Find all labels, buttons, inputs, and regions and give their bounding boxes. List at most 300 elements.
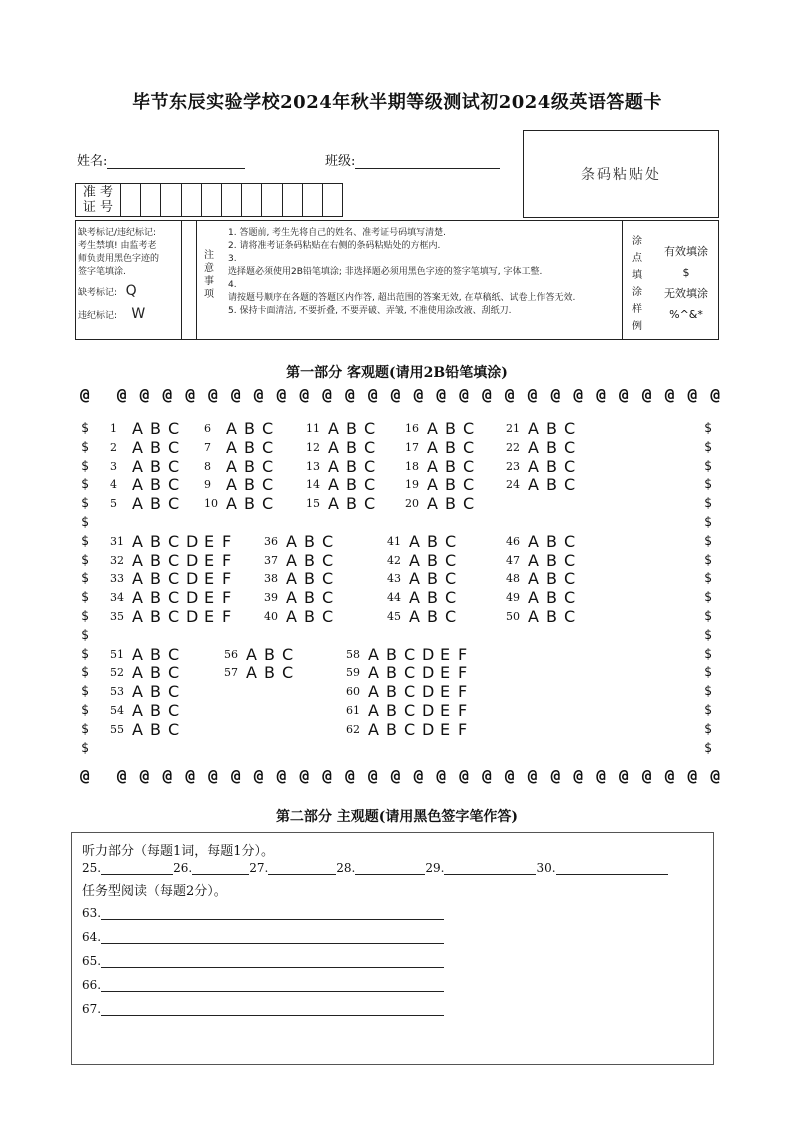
option-bubble[interactable]: A xyxy=(427,475,438,495)
option-bubble[interactable]: B xyxy=(304,531,315,551)
option-bubble[interactable]: C xyxy=(168,437,180,457)
option-bubble[interactable]: C xyxy=(404,682,416,702)
question-15[interactable] xyxy=(306,494,382,513)
option-bubble[interactable]: A xyxy=(132,682,143,702)
option-bubble[interactable]: C xyxy=(168,475,180,495)
option-bubble[interactable]: B xyxy=(150,494,161,514)
option-bubble[interactable]: B xyxy=(304,607,315,626)
question-57[interactable] xyxy=(224,663,300,682)
option-bubble[interactable]: A xyxy=(409,569,420,589)
option-bubble[interactable]: A xyxy=(427,456,438,476)
timing-mark: $ xyxy=(704,590,712,606)
option-bubble[interactable]: A xyxy=(132,419,143,438)
violation-mark[interactable]: W xyxy=(131,306,146,322)
question-52[interactable] xyxy=(110,663,186,682)
reading-answer-63[interactable]: 63. xyxy=(82,906,444,920)
option-bubble[interactable]: B xyxy=(150,437,161,457)
option-bubble[interactable]: A xyxy=(328,419,339,438)
option-bubble[interactable]: D xyxy=(422,644,435,664)
option-bubble[interactable]: A xyxy=(528,437,539,457)
option-bubble[interactable]: C xyxy=(445,531,457,551)
option-bubble[interactable]: B xyxy=(244,419,255,438)
question-16[interactable] xyxy=(405,419,481,438)
timing-mark: @ xyxy=(664,385,675,404)
option-bubble[interactable]: B xyxy=(427,569,438,589)
option-bubble[interactable]: F xyxy=(458,701,468,720)
option-bubble[interactable]: B xyxy=(244,475,255,495)
option-bubble[interactable]: C xyxy=(262,419,274,438)
listening-answers[interactable]: 25. 26. 27. 28. 29. 30. xyxy=(82,861,668,875)
question-22[interactable] xyxy=(506,438,582,457)
option-bubble[interactable]: F xyxy=(458,719,468,739)
question-2[interactable] xyxy=(110,438,186,457)
option-bubble[interactable]: E xyxy=(204,531,215,551)
option-bubble[interactable]: D xyxy=(186,569,199,589)
question-33[interactable] xyxy=(110,569,240,588)
option-bubble[interactable]: C xyxy=(364,437,376,457)
timing-mark: @ xyxy=(527,385,538,404)
question-number: 17 xyxy=(405,440,419,454)
option-bubble[interactable]: C xyxy=(463,456,475,476)
option-bubble[interactable]: B xyxy=(546,607,557,626)
question-20[interactable] xyxy=(405,494,481,513)
question-34[interactable] xyxy=(110,588,240,607)
option-bubble[interactable]: B xyxy=(304,550,315,570)
question-23[interactable] xyxy=(506,457,582,476)
option-bubble[interactable]: B xyxy=(546,456,557,476)
reading-answer-64[interactable]: 64. xyxy=(82,930,444,944)
option-bubble[interactable]: C xyxy=(262,475,274,495)
question-49[interactable] xyxy=(506,588,582,607)
option-bubble[interactable]: C xyxy=(404,663,416,683)
option-bubble[interactable]: F xyxy=(222,588,232,608)
timing-mark: @ xyxy=(230,766,241,785)
option-bubble[interactable]: C xyxy=(168,644,180,664)
question-6[interactable] xyxy=(204,419,280,438)
option-bubble[interactable]: C xyxy=(168,531,180,551)
option-bubble[interactable]: A xyxy=(226,475,237,495)
timing-mark: @ xyxy=(276,385,287,404)
option-bubble[interactable]: A xyxy=(368,644,379,664)
option-bubble[interactable]: A xyxy=(368,682,379,702)
option-bubble[interactable]: B xyxy=(150,588,161,608)
option-bubble[interactable]: E xyxy=(204,569,215,589)
option-bubble[interactable]: A xyxy=(132,494,143,514)
option-bubble[interactable]: C xyxy=(564,607,576,626)
timing-mark: $ xyxy=(704,684,712,700)
option-bubble[interactable]: A xyxy=(132,719,143,739)
option-bubble[interactable]: A xyxy=(132,475,143,495)
option-bubble[interactable]: B xyxy=(150,701,161,720)
option-bubble[interactable]: B xyxy=(150,719,161,739)
option-bubble[interactable]: A xyxy=(409,588,420,608)
option-bubble[interactable]: C xyxy=(564,550,576,570)
question-number: 40 xyxy=(264,610,278,623)
option-bubble[interactable]: C xyxy=(564,569,576,589)
option-bubble[interactable]: F xyxy=(458,644,468,664)
option-bubble[interactable]: A xyxy=(132,550,143,570)
option-bubble[interactable]: A xyxy=(132,437,143,457)
option-bubble[interactable]: B xyxy=(150,644,161,664)
option-bubble[interactable]: D xyxy=(422,719,435,739)
exam-id-cell[interactable] xyxy=(303,184,323,216)
option-bubble[interactable]: B xyxy=(445,456,456,476)
option-bubble[interactable]: F xyxy=(222,531,232,551)
option-bubble[interactable]: B xyxy=(386,682,397,702)
option-bubble[interactable]: A xyxy=(528,588,539,608)
option-bubble[interactable]: B xyxy=(386,701,397,720)
option-bubble[interactable]: A xyxy=(132,456,143,476)
option-bubble[interactable]: B xyxy=(427,607,438,626)
option-bubble[interactable]: A xyxy=(328,456,339,476)
option-bubble[interactable]: C xyxy=(168,663,180,683)
exam-id-cell[interactable] xyxy=(323,184,342,216)
exam-id-cell[interactable] xyxy=(222,184,242,216)
option-bubble[interactable]: B xyxy=(244,456,255,476)
option-bubble[interactable]: B xyxy=(264,644,275,664)
question-39[interactable] xyxy=(264,588,340,607)
option-bubble[interactable]: B xyxy=(445,437,456,457)
option-bubble[interactable]: C xyxy=(564,419,576,438)
option-bubble[interactable]: B xyxy=(346,475,357,495)
option-bubble[interactable]: A xyxy=(132,644,143,664)
option-bubble[interactable]: A xyxy=(368,663,379,683)
question-10[interactable] xyxy=(204,494,280,513)
option-bubble[interactable]: A xyxy=(286,531,297,551)
option-bubble[interactable]: B xyxy=(244,437,255,457)
option-bubble[interactable]: A xyxy=(226,419,237,438)
subjective-answer-area[interactable] xyxy=(71,832,714,1065)
exam-id-cell[interactable] xyxy=(262,184,282,216)
option-bubble[interactable]: D xyxy=(422,682,435,702)
timing-mark: @ xyxy=(619,385,629,404)
question-55[interactable] xyxy=(110,720,186,739)
option-bubble[interactable]: B xyxy=(346,456,357,476)
option-bubble[interactable]: A xyxy=(226,494,237,514)
option-bubble[interactable]: A xyxy=(132,531,143,551)
option-bubble[interactable]: B xyxy=(546,531,557,551)
option-bubble[interactable]: C xyxy=(262,494,274,514)
option-bubble[interactable]: B xyxy=(445,419,456,438)
option-bubble[interactable]: C xyxy=(168,701,180,720)
option-bubble[interactable]: C xyxy=(564,437,576,457)
option-bubble[interactable]: A xyxy=(226,437,237,457)
option-bubble[interactable]: A xyxy=(528,569,539,589)
option-bubble[interactable]: B xyxy=(150,531,161,551)
question-number: 12 xyxy=(306,440,320,454)
question-8[interactable] xyxy=(204,457,280,476)
option-bubble[interactable]: B xyxy=(386,644,397,664)
option-bubble[interactable]: B xyxy=(150,682,161,702)
question-58[interactable] xyxy=(346,645,476,664)
name-field[interactable] xyxy=(77,150,245,169)
question-35[interactable] xyxy=(110,607,240,626)
question-number: 44 xyxy=(387,591,401,605)
option-bubble[interactable]: C xyxy=(463,494,475,514)
option-bubble[interactable]: B xyxy=(346,437,357,457)
option-bubble[interactable]: C xyxy=(168,569,180,589)
exam-id-cell[interactable] xyxy=(141,184,161,216)
option-bubble[interactable]: B xyxy=(546,419,557,438)
option-bubble[interactable]: F xyxy=(458,682,468,702)
option-bubble[interactable]: A xyxy=(427,494,438,514)
option-bubble[interactable]: B xyxy=(386,719,397,739)
question-number: 16 xyxy=(405,422,419,435)
question-53[interactable] xyxy=(110,682,186,701)
question-24[interactable] xyxy=(506,475,582,494)
option-bubble[interactable]: A xyxy=(528,456,539,476)
option-bubble[interactable]: A xyxy=(328,437,339,457)
question-21[interactable] xyxy=(506,419,582,438)
option-bubble[interactable]: C xyxy=(168,494,180,514)
option-bubble[interactable]: A xyxy=(246,644,257,664)
option-bubble[interactable]: B xyxy=(304,588,315,608)
option-bubble[interactable]: C xyxy=(445,550,457,570)
option-bubble[interactable]: C xyxy=(364,419,376,438)
question-36[interactable] xyxy=(264,532,340,551)
question-41[interactable] xyxy=(387,532,463,551)
option-bubble[interactable]: D xyxy=(186,550,199,570)
timing-mark: $ xyxy=(704,533,712,549)
reading-answer-65[interactable]: 65. xyxy=(82,954,444,968)
option-bubble[interactable]: B xyxy=(150,419,161,438)
question-18[interactable] xyxy=(405,457,481,476)
option-bubble[interactable]: B xyxy=(546,550,557,570)
option-bubble[interactable]: C xyxy=(445,607,457,626)
option-bubble[interactable]: F xyxy=(222,569,232,589)
option-bubble[interactable]: A xyxy=(528,475,539,495)
option-bubble[interactable]: A xyxy=(368,719,379,739)
option-bubble[interactable]: B xyxy=(346,494,357,514)
option-bubble[interactable]: C xyxy=(282,663,294,683)
option-bubble[interactable]: B xyxy=(150,475,161,495)
option-bubble[interactable]: C xyxy=(445,588,457,608)
option-bubble[interactable]: C xyxy=(168,588,180,608)
question-40[interactable] xyxy=(264,607,340,626)
option-bubble[interactable]: C xyxy=(168,607,180,626)
option-bubble[interactable]: A xyxy=(132,701,143,720)
question-4[interactable] xyxy=(110,475,186,494)
question-46[interactable] xyxy=(506,532,582,551)
option-bubble[interactable]: A xyxy=(528,419,539,438)
option-bubble[interactable]: B xyxy=(546,588,557,608)
question-9[interactable] xyxy=(204,475,280,494)
option-bubble[interactable]: C xyxy=(168,550,180,570)
question-17[interactable] xyxy=(405,438,481,457)
option-bubble[interactable]: B xyxy=(427,531,438,551)
option-bubble[interactable]: D xyxy=(422,701,435,720)
option-bubble[interactable]: B xyxy=(264,663,275,683)
option-bubble[interactable]: B xyxy=(546,569,557,589)
option-bubble[interactable]: B xyxy=(346,419,357,438)
option-bubble[interactable]: C xyxy=(404,719,416,739)
option-bubble[interactable]: B xyxy=(445,494,456,514)
option-bubble[interactable]: C xyxy=(463,437,475,457)
option-bubble[interactable]: B xyxy=(427,550,438,570)
option-bubble[interactable]: B xyxy=(150,569,161,589)
option-bubble[interactable]: C xyxy=(463,475,475,495)
option-bubble[interactable]: C xyxy=(322,550,334,570)
option-bubble[interactable]: B xyxy=(427,588,438,608)
option-bubble[interactable]: C xyxy=(322,531,334,551)
option-bubble[interactable]: A xyxy=(427,419,438,438)
page-title: 毕节东辰实验学校2024年秋半期等级测试初2024级英语答题卡 xyxy=(132,92,662,113)
option-bubble[interactable]: A xyxy=(286,588,297,608)
option-bubble[interactable]: E xyxy=(440,682,451,702)
option-bubble[interactable]: B xyxy=(546,437,557,457)
question-47[interactable] xyxy=(506,551,582,570)
timing-mark: $ xyxy=(81,684,89,700)
option-bubble[interactable]: C xyxy=(322,607,334,626)
option-bubble[interactable]: C xyxy=(564,456,576,476)
question-61[interactable] xyxy=(346,701,476,720)
option-bubble[interactable]: B xyxy=(150,663,161,683)
question-42[interactable] xyxy=(387,551,463,570)
question-59[interactable] xyxy=(346,663,476,682)
option-bubble[interactable]: E xyxy=(440,719,451,739)
option-bubble[interactable]: C xyxy=(564,588,576,608)
exam-id-cell[interactable] xyxy=(283,184,303,216)
option-bubble[interactable]: A xyxy=(226,456,237,476)
option-bubble[interactable]: C xyxy=(463,419,475,438)
exam-id-cell[interactable] xyxy=(242,184,262,216)
option-bubble[interactable]: C xyxy=(262,456,274,476)
option-bubble[interactable]: C xyxy=(322,588,334,608)
question-12[interactable] xyxy=(306,438,382,457)
exam-id-cell[interactable] xyxy=(202,184,222,216)
option-bubble[interactable]: C xyxy=(404,701,416,720)
question-44[interactable] xyxy=(387,588,463,607)
listening-label: 听力部分（每题1词，每题1分）。 xyxy=(82,844,275,859)
option-bubble[interactable]: C xyxy=(168,419,180,438)
option-bubble[interactable]: B xyxy=(150,456,161,476)
exam-id-grid[interactable] xyxy=(75,183,343,217)
question-1[interactable] xyxy=(110,419,186,438)
option-bubble[interactable]: A xyxy=(328,494,339,514)
question-38[interactable] xyxy=(264,569,340,588)
option-bubble[interactable]: A xyxy=(286,569,297,589)
question-19[interactable] xyxy=(405,475,481,494)
option-bubble[interactable]: C xyxy=(168,719,180,739)
option-bubble[interactable]: B xyxy=(244,494,255,514)
option-bubble[interactable]: E xyxy=(440,644,451,664)
exam-id-cell[interactable] xyxy=(161,184,181,216)
option-bubble[interactable]: E xyxy=(204,550,215,570)
option-bubble[interactable]: A xyxy=(286,550,297,570)
question-37[interactable] xyxy=(264,551,340,570)
timing-mark: @ xyxy=(687,766,698,785)
option-bubble[interactable]: A xyxy=(246,663,257,683)
question-32[interactable] xyxy=(110,551,240,570)
option-bubble[interactable]: A xyxy=(132,569,143,589)
question-11[interactable] xyxy=(306,419,382,438)
option-bubble[interactable]: E xyxy=(440,701,451,720)
option-bubble[interactable]: A xyxy=(132,663,143,683)
option-bubble[interactable]: C xyxy=(364,475,376,495)
option-bubble[interactable]: A xyxy=(132,607,143,626)
option-bubble[interactable]: B xyxy=(546,475,557,495)
option-bubble[interactable]: B xyxy=(150,550,161,570)
question-7[interactable] xyxy=(204,438,280,457)
option-bubble[interactable]: C xyxy=(168,682,180,702)
sample-label: 涂点填涂样例 xyxy=(632,236,642,332)
question-50[interactable] xyxy=(506,607,582,626)
question-number: 49 xyxy=(506,591,520,605)
question-number: 41 xyxy=(387,534,401,548)
option-bubble[interactable]: A xyxy=(528,531,539,551)
question-54[interactable] xyxy=(110,701,186,720)
option-bubble[interactable]: D xyxy=(186,607,199,626)
question-51[interactable] xyxy=(110,645,186,664)
option-bubble[interactable]: A xyxy=(528,607,539,626)
exam-id-cell[interactable] xyxy=(182,184,202,216)
option-bubble[interactable]: A xyxy=(132,588,143,608)
reading-answer-67[interactable]: 67. xyxy=(82,1002,444,1016)
exam-id-cell[interactable] xyxy=(121,184,141,216)
option-bubble[interactable]: F xyxy=(222,607,232,626)
option-bubble[interactable]: A xyxy=(368,701,379,720)
question-43[interactable] xyxy=(387,569,463,588)
class-field[interactable] xyxy=(325,150,500,169)
option-bubble[interactable]: D xyxy=(186,531,199,551)
option-bubble[interactable]: C xyxy=(404,644,416,664)
option-bubble[interactable]: C xyxy=(262,437,274,457)
question-45[interactable] xyxy=(387,607,463,626)
option-bubble[interactable]: D xyxy=(186,588,199,608)
option-bubble[interactable]: A xyxy=(427,437,438,457)
question-31[interactable] xyxy=(110,532,240,551)
option-bubble[interactable]: B xyxy=(445,475,456,495)
reading-answer-66[interactable]: 66. xyxy=(82,978,444,992)
absent-mark[interactable]: Q xyxy=(125,283,137,299)
option-bubble[interactable]: F xyxy=(222,550,232,570)
question-13[interactable] xyxy=(306,457,382,476)
question-62[interactable] xyxy=(346,720,476,739)
question-5[interactable] xyxy=(110,494,186,513)
option-bubble[interactable]: A xyxy=(528,550,539,570)
option-bubble[interactable]: A xyxy=(409,531,420,551)
question-60[interactable] xyxy=(346,682,476,701)
question-48[interactable] xyxy=(506,569,582,588)
option-bubble[interactable]: C xyxy=(364,494,376,514)
option-bubble[interactable]: A xyxy=(286,607,297,626)
question-number: 13 xyxy=(306,459,320,473)
question-56[interactable] xyxy=(224,645,300,664)
question-3[interactable] xyxy=(110,457,186,476)
option-bubble[interactable]: C xyxy=(445,569,457,589)
option-bubble[interactable]: B xyxy=(150,607,161,626)
option-bubble[interactable]: A xyxy=(328,475,339,495)
question-number: 46 xyxy=(506,534,520,548)
option-bubble[interactable]: B xyxy=(304,569,315,589)
option-bubble[interactable]: E xyxy=(204,588,215,608)
option-bubble[interactable]: C xyxy=(322,569,334,589)
option-bubble[interactable]: C xyxy=(282,644,294,664)
option-bubble[interactable]: F xyxy=(458,663,468,683)
option-bubble[interactable]: D xyxy=(422,663,435,683)
option-bubble[interactable]: B xyxy=(386,663,397,683)
option-bubble[interactable]: C xyxy=(168,456,180,476)
option-bubble[interactable]: C xyxy=(564,475,576,495)
timing-mark: $ xyxy=(81,571,89,587)
option-bubble[interactable]: E xyxy=(204,607,215,626)
question-14[interactable] xyxy=(306,475,382,494)
option-bubble[interactable]: C xyxy=(364,456,376,476)
option-bubble[interactable]: A xyxy=(409,550,420,570)
option-bubble[interactable]: E xyxy=(440,663,451,683)
option-bubble[interactable]: A xyxy=(409,607,420,626)
option-bubble[interactable]: C xyxy=(564,531,576,551)
